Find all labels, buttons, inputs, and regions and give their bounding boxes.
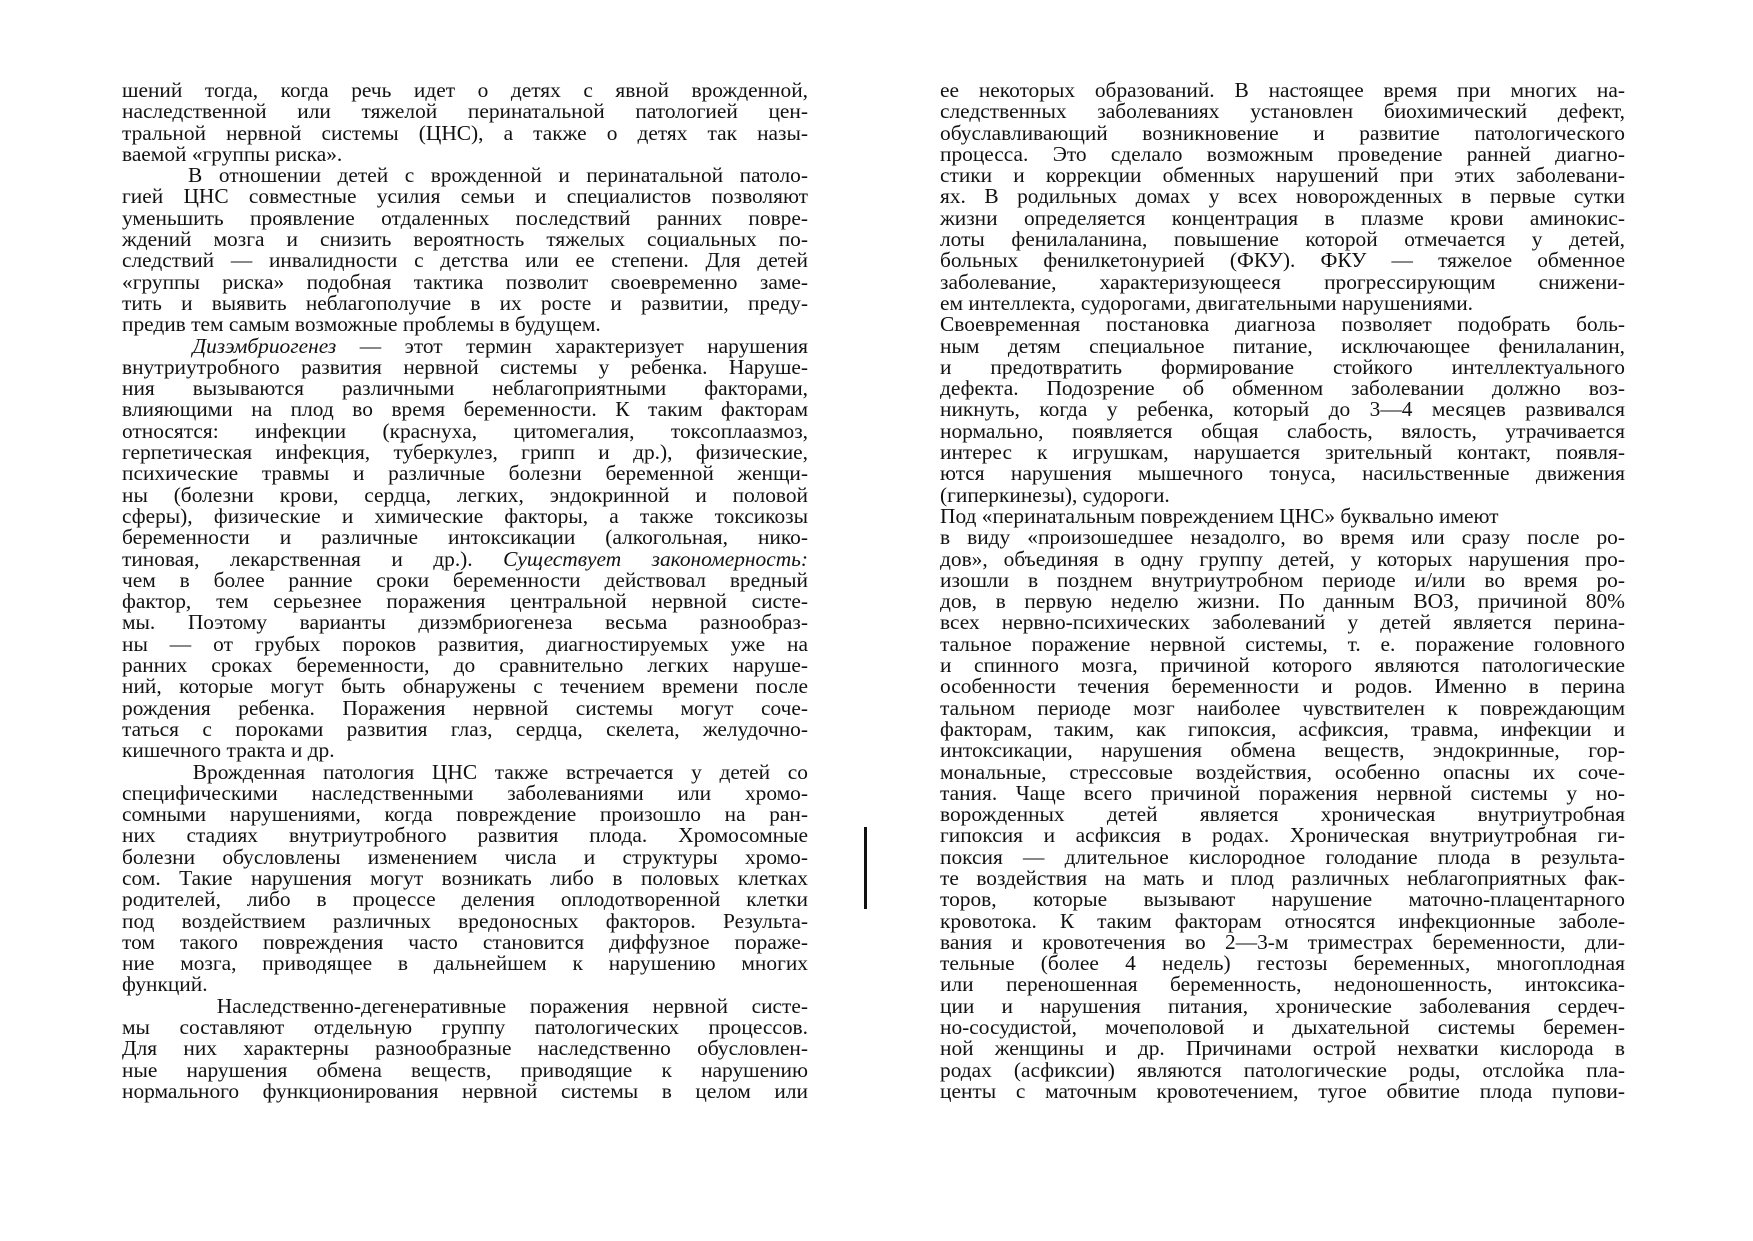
line-text: том такого повреждения часто становится диффузное пораже- <box>122 929 808 954</box>
left-page-text-line <box>122 844 808 869</box>
line-text: тальном периоде мозг наиболее чувствителен к повреждающим <box>940 695 1625 720</box>
line-text: и спинного мозга, причиной которого являются патологические <box>940 653 1625 678</box>
italic-term: Дизэмбриогенез <box>122 333 337 358</box>
left-page-text-line <box>122 1038 808 1059</box>
line-text: поксия — длительное кислородное голодание плода в результа- <box>940 844 1625 869</box>
line-text: интерес к игрушкам, нарушается зрительный контакт, появля- <box>940 440 1625 465</box>
line-text: сферы), физические и химические факторы, а также токсикозы <box>122 503 808 528</box>
left-page-text-line <box>122 716 808 741</box>
left-page-text-line <box>122 378 808 399</box>
line-text: мональные, стрессовые воздействия, особенно опасны их соче- <box>940 759 1625 784</box>
line-text: кишечного тракта и др. <box>122 738 335 763</box>
line-text: фактор, тем серьезнее поражения центральной нервной систе- <box>122 589 808 614</box>
left-page-text-line <box>122 186 808 207</box>
line-text: ции и нарушения питания, хронические заболевания сердеч- <box>940 993 1625 1018</box>
right-page-text-line <box>940 378 1625 399</box>
left-page-text-line <box>122 567 808 592</box>
line-text: ния вызываются различными неблагоприятными факторами, <box>122 376 808 401</box>
line-text: чем в более ранние сроки беременности действовал вредный <box>122 567 808 592</box>
right-page-text-line <box>940 804 1625 825</box>
right-page-text-line <box>940 527 1625 548</box>
line-text: тания. Чаще всего причиной поражения нервной системы у но- <box>940 780 1625 805</box>
right-page-text-line <box>940 80 1625 101</box>
line-text: обуславливающий возникновение и развитие патологического <box>940 120 1625 145</box>
line-text: следственных заболеваниях установлен биохимический дефект, <box>940 99 1625 124</box>
left-page-text-line <box>122 354 808 379</box>
right-page-text-line <box>940 695 1625 720</box>
right-page-text-line <box>940 463 1625 484</box>
left-page-text-line <box>122 889 808 910</box>
right-page-text-line <box>940 865 1625 890</box>
right-page-text-line <box>940 716 1625 741</box>
left-page-text-line <box>122 269 808 294</box>
page-divider-mark <box>864 827 867 909</box>
left-page-text-line <box>122 825 808 846</box>
line-text: гипоксия и асфиксия в родах. Хроническая внутриутробная ги- <box>940 823 1625 848</box>
right-page-text-line <box>940 503 1625 528</box>
line-text: тельные (более 4 недель) гестозы беременных, многоплодная <box>940 951 1625 976</box>
line-text: ваемой «группы риска». <box>122 141 343 166</box>
right-page-text-line <box>940 591 1625 612</box>
line-text: родителей, либо в процессе деления оплодотворенной клетки <box>122 887 808 912</box>
line-text: лоты фенилаланина, повышение которой отмечается у детей, <box>940 227 1625 252</box>
right-page-text-line <box>940 844 1625 869</box>
line-text: гией ЦНС совместные усилия семьи и специалистов позволяют <box>122 184 808 209</box>
right-page-text-line <box>940 740 1625 761</box>
right-page-text-line <box>940 1038 1625 1059</box>
left-page-text-line <box>122 655 808 676</box>
line-text: заболевание, характеризующееся прогрессирующим снижени- <box>940 269 1625 294</box>
right-page-text-line <box>940 250 1625 271</box>
line-text: герпетическая инфекция, туберкулез, грипп и др.), физические, <box>122 440 808 465</box>
right-page-text-line <box>940 120 1625 145</box>
line-text: центы с маточным кровотечением, тугое обвитие плода пупови- <box>940 1078 1625 1103</box>
left-page-text-line <box>122 929 808 954</box>
line-text: Врожденная патология ЦНС также встречается у детей со <box>122 759 808 784</box>
right-page-text-line <box>940 825 1625 846</box>
right-page-text-line <box>940 953 1625 974</box>
line-text: факторам, таким, как гипоксия, асфиксия, травма, инфекции и <box>940 716 1625 741</box>
right-page-text-line <box>940 101 1625 122</box>
right-page-text-line <box>940 399 1625 420</box>
line-text: нормального функционирования нервной системы в целом или <box>122 1078 808 1103</box>
line-text: них стадиях внутриутробного развития плода. Хромосомные <box>122 823 808 848</box>
line-text: дов», объединяя в одну группу детей, у которых нарушения про- <box>940 546 1625 571</box>
right-page-text-line <box>940 290 1625 315</box>
right-page-text-line <box>940 780 1625 805</box>
right-page-text-line <box>940 442 1625 463</box>
right-page-text-line <box>940 141 1625 166</box>
line-text: в виду «произошедшее незадолго, во время или сразу после ро- <box>940 525 1625 550</box>
line-text: больных фенилкетонурией (ФКУ). ФКУ — тяжелое обменное <box>940 248 1625 273</box>
left-page-text-line <box>122 229 808 250</box>
left-page-text-line <box>122 780 808 805</box>
line-text: В отношении детей с врожденной и перинатальной патоло- <box>122 163 808 188</box>
right-page-text-line <box>940 631 1625 656</box>
line-text: изошли в позднем внутриутробном периоде и/или во время ро- <box>940 567 1625 592</box>
line-text: таться с пороками развития глаз, сердца, скелета, желудочно- <box>122 716 808 741</box>
line-text: ные нарушения обмена веществ, приводящие к нарушению <box>122 1057 808 1082</box>
line-text: ние мозга, приводящее в дальнейшем к нарушению многих <box>122 951 808 976</box>
left-page-text-line <box>122 1017 808 1038</box>
left-page <box>122 80 808 1102</box>
right-page-text-line <box>940 269 1625 294</box>
left-page-text-line <box>122 205 808 230</box>
line-text: болезни обусловлены изменением числа и структуры хромо- <box>122 844 808 869</box>
line-text: вания и кровотечения во 2—3-м триместрах беременности, дли- <box>940 929 1625 954</box>
line-text: — этот термин характеризует нарушения <box>336 333 808 358</box>
left-page-text-line <box>122 993 808 1018</box>
line-text: жизни определяется концентрация в плазме крови аминокис- <box>940 205 1625 230</box>
left-page-text-line <box>122 120 808 145</box>
left-page-text-line <box>122 1078 808 1103</box>
right-page-text-line <box>940 333 1625 358</box>
line-text: кровотока. К таким факторам относятся инфекционные заболе- <box>940 908 1625 933</box>
left-page-text-line <box>122 804 808 825</box>
line-text: никнуть, когда у ребенка, который до 3—4 месяцев развивался <box>940 397 1625 422</box>
left-page-text-line <box>122 676 808 697</box>
left-page-text-line <box>122 442 808 463</box>
line-text: стики и коррекции обменных нарушений при этих заболевани- <box>940 163 1625 188</box>
line-text: Под «перинатальным повреждением ЦНС» буквально имеют <box>940 503 1499 528</box>
right-page-text-line <box>940 1017 1625 1038</box>
left-page-text-line <box>122 974 808 995</box>
line-text: ем интеллекта, судорогами, двигательными нарушениями. <box>940 290 1473 315</box>
left-page-text-line <box>122 314 808 335</box>
line-text: «группы риска» подобная тактика позволит своевременно заме- <box>122 269 808 294</box>
line-text: влияющими на плод во время беременности. К таким факторам <box>122 397 808 422</box>
line-text: ной женщины и др. Причинами острой нехватки кислорода в <box>940 1036 1625 1061</box>
right-page-text-line <box>940 1078 1625 1103</box>
right-page-text-line <box>940 205 1625 230</box>
line-text: ны — от грубых пороков развития, диагностируемых уже на <box>122 631 808 656</box>
right-page-text-line <box>940 908 1625 933</box>
right-page-text-line <box>940 889 1625 910</box>
line-text: под воздействием различных вредоносных факторов. Результа- <box>122 908 808 933</box>
line-text: функций. <box>122 972 208 997</box>
left-page-text-line <box>122 141 808 166</box>
line-text: ранних сроках беременности, до сравнительно легких наруше- <box>122 653 808 678</box>
line-text: нормально, появляется общая слабость, вялость, утрачивается <box>940 418 1625 443</box>
line-text: тальное поражение нервной системы, т. е. поражение головного <box>940 631 1625 656</box>
line-text: мы составляют отдельную группу патологических процессов. <box>122 1015 808 1040</box>
line-text: шений тогда, когда речь идет о детях с явной врожденной, <box>122 78 808 102</box>
right-page-text-line <box>940 655 1625 676</box>
right-page-text-line <box>940 993 1625 1018</box>
line-text: наследственной или тяжелой перинатальной патологией цен- <box>122 99 808 124</box>
line-text: (гиперкинезы), судороги. <box>940 482 1170 507</box>
left-page-text-line <box>122 399 808 420</box>
right-page <box>940 80 1625 1102</box>
line-text: ее некоторых образований. В настоящее время при многих на- <box>940 78 1625 102</box>
left-page-text-line <box>122 631 808 656</box>
line-text: тить и выявить неблагополучие в их росте и развитии, преду- <box>122 290 808 315</box>
right-page-text-line <box>940 314 1625 335</box>
line-text: предив тем самым возможные проблемы в будущем. <box>122 312 601 337</box>
line-text: торов, которые вызывают нарушение маточно-плацентарного <box>940 887 1625 912</box>
right-page-text-line <box>940 482 1625 507</box>
line-text: те воздействия на мать и плод различных неблагоприятных фак- <box>940 865 1625 890</box>
line-text: ются нарушения мышечного тонуса, насильственные движения <box>940 461 1625 486</box>
left-page-text-line <box>122 503 808 528</box>
left-page-text-line <box>122 482 808 507</box>
left-page-text-line <box>122 290 808 315</box>
line-text: дов, в первую неделю жизни. По данным ВОЗ, причиной 80% <box>940 589 1625 614</box>
line-text: специфическими наследственными заболеваниями или хромо- <box>122 780 808 805</box>
line-text: Для них характерны разнообразные наследственно обусловлен- <box>122 1036 808 1061</box>
left-page-text-line <box>122 101 808 122</box>
left-page-text-line <box>122 80 808 101</box>
line-text: или переношенная беременность, недоношенность, интоксика- <box>940 972 1625 997</box>
left-page-text-line <box>122 546 808 571</box>
right-page-text-line <box>940 229 1625 250</box>
right-page-text-line <box>940 974 1625 995</box>
left-page-text-line <box>122 463 808 484</box>
right-page-text-line <box>940 567 1625 592</box>
left-page-text-line <box>122 333 808 358</box>
line-text: относятся: инфекции (краснуха, цитомегалия, токсоплаазмоз, <box>122 418 808 443</box>
line-text: психические травмы и различные болезни беременной женщи- <box>122 461 808 486</box>
left-page-text-line <box>122 612 808 633</box>
line-text: родах (асфиксии) являются патологические роды, отслойка пла- <box>940 1057 1625 1082</box>
right-page-text-line <box>940 165 1625 186</box>
line-text: следствий — инвалидности с детства или ее степени. Для детей <box>122 248 808 273</box>
left-page-text-line <box>122 418 808 443</box>
left-page-text-line <box>122 953 808 974</box>
line-text: сом. Такие нарушения могут возникать либо в половых клетках <box>122 865 808 890</box>
line-text: ворожденных детей является хроническая внутриутробная <box>940 802 1625 827</box>
left-page-text-line <box>122 740 808 761</box>
line-text: ждений мозга и снизить вероятность тяжелых социальных по- <box>122 227 808 252</box>
line-text: рождения ребенка. Поражения нервной системы могут соче- <box>122 695 808 720</box>
left-page-text-line <box>122 165 808 186</box>
line-text: тральной нервной системы (ЦНС), а также о детях так назы- <box>122 120 808 145</box>
line-text: интоксикации, нарушения обмена веществ, эндокринные, гор- <box>940 738 1625 763</box>
line-text: но-сосудистой, мочеполовой и дыхательной системы беремен- <box>940 1015 1625 1040</box>
line-text: Своевременная постановка диагноза позволяет подобрать боль- <box>940 312 1625 337</box>
right-page-text-line <box>940 929 1625 954</box>
right-page-text-line <box>940 546 1625 571</box>
line-text: ны (болезни крови, сердца, легких, эндокринной и половой <box>122 482 808 507</box>
right-page-text-line <box>940 676 1625 697</box>
right-page-text-line <box>940 1057 1625 1082</box>
left-page-text-line <box>122 865 808 890</box>
left-page-text-line <box>122 527 808 548</box>
line-text: процесса. Это сделало возможным проведение ранней диагно- <box>940 141 1625 166</box>
left-page-text-line <box>122 695 808 720</box>
line-text: дефекта. Подозрение об обменном заболевании должно воз- <box>940 376 1625 401</box>
right-page-text-line <box>940 612 1625 633</box>
left-page-text-line <box>122 759 808 784</box>
line-text: сомными нарушениями, когда повреждение произошло на ран- <box>122 802 808 827</box>
right-page-text-line <box>940 186 1625 207</box>
line-text: ях. В родильных домах у всех новорожденных в первые сутки <box>940 184 1625 209</box>
right-page-text-line <box>940 759 1625 784</box>
line-text: уменьшить проявление отдаленных последствий ранних повре- <box>122 205 808 230</box>
right-page-text-line <box>940 418 1625 443</box>
line-text: тиновая, лекарственная и др.). <box>122 546 504 571</box>
left-page-text-line <box>122 250 808 271</box>
line-text: и предотвратить формирование стойкого интеллектуального <box>940 354 1625 379</box>
line-text: Наследственно-дегенеративные поражения нервной систе- <box>122 993 808 1018</box>
line-text: внутриутробного развития нервной системы у ребенка. Наруше- <box>122 354 808 379</box>
left-page-text-line <box>122 1057 808 1082</box>
italic-phrase: Существует закономерность: <box>503 546 808 571</box>
line-text: беременности и различные интоксикации (алкогольная, нико- <box>122 525 808 550</box>
line-text: всех нервно-психических заболеваний у детей является перина- <box>940 610 1625 635</box>
line-text: ний, которые могут быть обнаружены с течением времени после <box>122 674 808 699</box>
left-page-text-line <box>122 591 808 612</box>
line-text: мы. Поэтому варианты дизэмбриогенеза весьма разнообраз- <box>122 610 808 635</box>
line-text: особенности течения беременности и родов. Именно в перина <box>940 674 1625 699</box>
right-page-text-line <box>940 354 1625 379</box>
line-text: ным детям специальное питание, исключающее фенилаланин, <box>940 333 1625 358</box>
left-page-text-line <box>122 908 808 933</box>
